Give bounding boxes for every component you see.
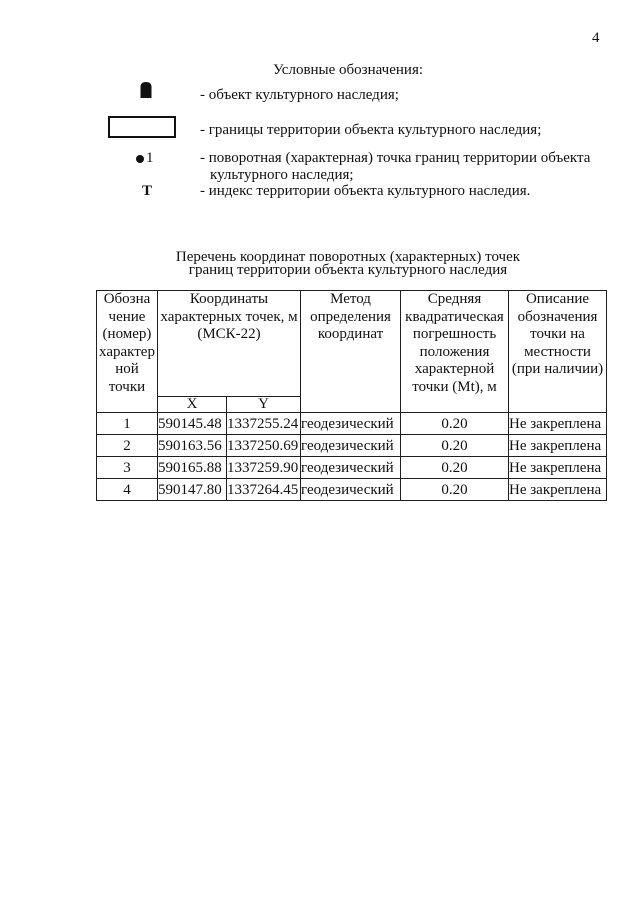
header-line: (МСК-22) (197, 326, 261, 342)
header-line: Обозна (103, 291, 151, 307)
cell-method: геодезический (301, 479, 401, 501)
territory-index-icon: Т (142, 183, 153, 199)
cell-y: 1337250.69 (227, 435, 301, 457)
header-line: точки на (530, 326, 585, 342)
header-line: определения (310, 308, 391, 325)
header-line: ной (115, 361, 139, 377)
cell-method: геодезический (301, 413, 401, 435)
header-line: характерных точек, м (160, 308, 298, 325)
cell-description: Не закреплена (509, 457, 607, 479)
cell-y: 1337264.45 (227, 479, 301, 501)
legend-title: Условные обозначения: (272, 62, 424, 78)
header-line: (при наличии) (511, 361, 604, 377)
cultural-heritage-object-icon (139, 81, 153, 99)
header-line: точки (Mt), м (412, 378, 497, 395)
cell-point-number: 2 (97, 435, 158, 457)
header-line: чение (108, 308, 146, 325)
cell-method: геодезический (301, 457, 401, 479)
header-line: характер (99, 343, 155, 360)
table-header-row (97, 291, 607, 397)
table-row (97, 435, 607, 457)
header-line: Метод (330, 291, 371, 307)
cell-description: Не закреплена (509, 479, 607, 501)
header-line: точки (108, 378, 146, 395)
header-point-id (97, 291, 158, 413)
cell-method: геодезический (301, 435, 401, 457)
legend-item-heritage-object: - объект культурного наследия; (200, 87, 399, 103)
header-y: Y (227, 397, 301, 413)
header-line: квадратическая (405, 308, 504, 325)
header-x: X (158, 397, 227, 413)
header-line: Средняя (427, 291, 482, 307)
cell-x: 590165.88 (158, 457, 227, 479)
header-line: Описание (525, 291, 590, 307)
header-coordinates (158, 291, 301, 397)
cell-x: 590147.80 (158, 479, 227, 501)
header-line: характерной (414, 361, 495, 377)
table-row (97, 413, 607, 435)
cell-accuracy: 0.20 (401, 479, 509, 501)
cell-point-number: 4 (97, 479, 158, 501)
cell-description: Не закреплена (509, 435, 607, 457)
coordinates-table (96, 290, 607, 501)
table-row (97, 479, 607, 501)
header-line: Координаты (189, 291, 269, 307)
header-line: местности (524, 343, 591, 360)
header-line: (номер) (102, 326, 152, 342)
territory-boundary-icon (108, 116, 176, 138)
header-method (301, 291, 401, 413)
header-line: положения (419, 343, 490, 360)
cell-accuracy: 0.20 (401, 457, 509, 479)
header-description (509, 291, 607, 413)
legend-item-territory-index: - индекс территории объекта культурного наследия. (200, 183, 531, 199)
header-line: погрешность (412, 326, 497, 342)
legend-item-turning-point-cont: культурного наследия; (210, 167, 354, 183)
cell-description: Не закреплена (509, 413, 607, 435)
cell-y: 1337259.90 (227, 457, 301, 479)
cell-accuracy: 0.20 (401, 413, 509, 435)
cell-x: 590163.56 (158, 435, 227, 457)
turning-point-icon (135, 154, 145, 164)
table-title-line: границ территории объекта культурного наследия (188, 262, 508, 278)
cell-x: 590145.48 (158, 413, 227, 435)
header-accuracy (401, 291, 509, 413)
turning-point-label: 1 (146, 150, 154, 166)
table-row (97, 457, 607, 479)
cell-point-number: 1 (97, 413, 158, 435)
header-line: координат (317, 326, 384, 342)
cell-accuracy: 0.20 (401, 435, 509, 457)
header-line: обозначения (517, 308, 598, 325)
legend-item-territory-boundary: - границы территории объекта культурного наследия; (200, 122, 542, 138)
cell-y: 1337255.24 (227, 413, 301, 435)
table-title-line: Перечень координат поворотных (характерных) точек (175, 249, 521, 265)
cell-point-number: 3 (97, 457, 158, 479)
legend-item-turning-point: - поворотная (характерная) точка границ территории объекта (200, 150, 591, 166)
page-number: 4 (592, 30, 600, 46)
